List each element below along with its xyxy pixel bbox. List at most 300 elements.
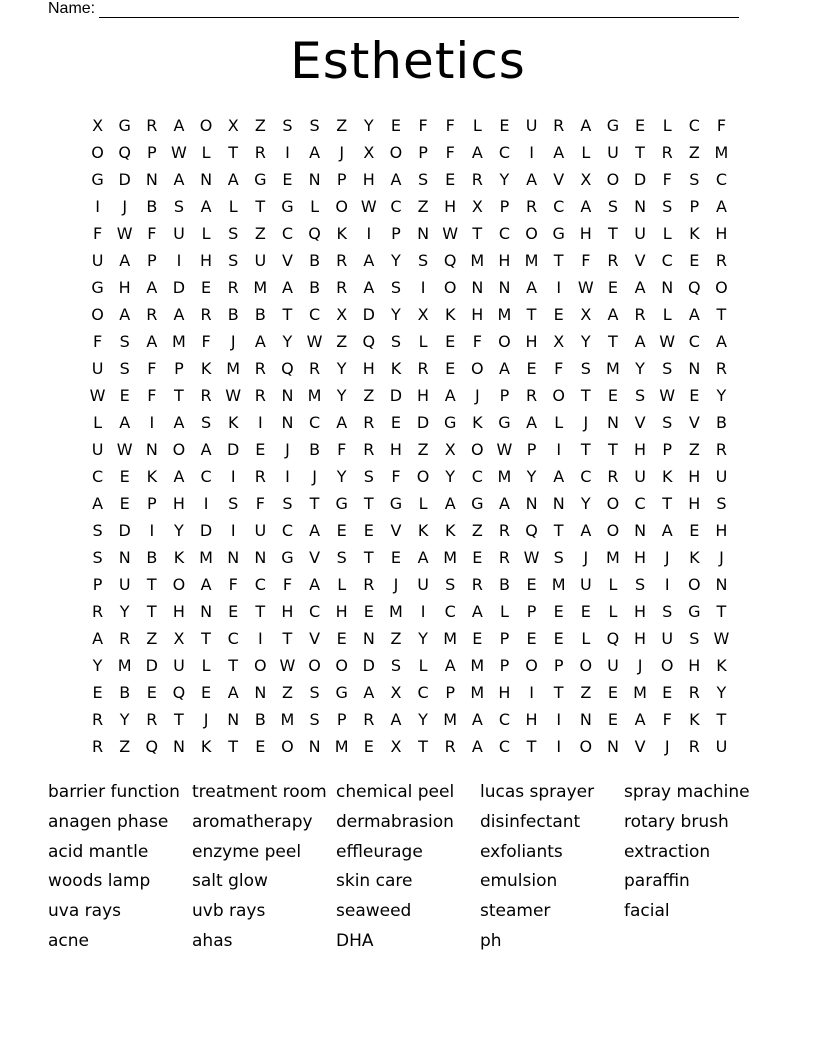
- grid-letter: N: [634, 197, 647, 216]
- grid-letter: E: [119, 494, 130, 513]
- grid-row: [84, 490, 736, 517]
- grid-letter: N: [498, 278, 511, 297]
- grid-letter: H: [498, 683, 511, 702]
- grid-letter: Q: [362, 332, 376, 351]
- grid-letter: N: [661, 278, 674, 297]
- grid-letter: Z: [254, 116, 266, 135]
- grid-letter: S: [200, 413, 212, 432]
- grid-letter: M: [307, 386, 322, 405]
- grid-letter: K: [173, 548, 185, 567]
- grid-letter: U: [91, 359, 104, 378]
- grid-letter: E: [472, 548, 483, 567]
- grid-letter: Y: [119, 602, 130, 621]
- grid-letter: N: [254, 548, 267, 567]
- grid-letter: S: [282, 116, 293, 135]
- grid-letter: C: [308, 413, 321, 432]
- grid-letter: H: [172, 602, 185, 621]
- grid-letter: B: [146, 548, 158, 567]
- grid-letter: X: [336, 305, 348, 324]
- grid-letter: E: [282, 170, 293, 189]
- word-bank-item: anagen phase: [48, 811, 169, 832]
- page-title: Esthetics: [290, 32, 526, 90]
- grid-letter: M: [389, 602, 403, 621]
- grid-letter: H: [172, 494, 185, 513]
- grid-letter: B: [119, 683, 131, 702]
- grid-row: [84, 517, 736, 544]
- grid-letter: O: [335, 656, 348, 675]
- grid-letter: W: [442, 224, 459, 243]
- grid-row: [84, 733, 736, 760]
- grid-letter: R: [363, 440, 375, 459]
- grid-letter: C: [308, 305, 321, 324]
- grid-letter: E: [92, 683, 103, 702]
- word-bank: [48, 778, 768, 957]
- grid-letter: N: [254, 683, 267, 702]
- grid-letter: G: [498, 413, 511, 432]
- grid-letter: S: [282, 494, 293, 513]
- grid-letter: H: [525, 710, 538, 729]
- grid-row: [84, 112, 736, 139]
- word-bank-item: uva rays: [48, 901, 121, 922]
- grid-letter: S: [363, 467, 374, 486]
- grid-letter: T: [472, 224, 483, 243]
- grid-letter: A: [526, 170, 538, 189]
- grid-letter: R: [444, 737, 456, 756]
- grid-letter: V: [634, 251, 646, 270]
- grid-letter: S: [662, 197, 673, 216]
- grid-letter: Y: [526, 467, 537, 486]
- grid-letter: A: [634, 710, 646, 729]
- grid-letter: F: [282, 575, 293, 594]
- grid-letter: F: [337, 440, 347, 459]
- grid-letter: N: [145, 170, 158, 189]
- grid-letter: P: [553, 656, 564, 675]
- grid-letter: D: [362, 656, 375, 675]
- grid-letter: Z: [417, 440, 429, 459]
- grid-letter: C: [580, 467, 592, 486]
- grid-letter: E: [607, 683, 618, 702]
- grid-letter: H: [362, 359, 375, 378]
- grid-letter: T: [608, 440, 618, 459]
- grid-letter: J: [122, 197, 128, 216]
- grid-letter: Y: [418, 710, 428, 729]
- grid-letter: Q: [688, 278, 701, 297]
- grid-letter: L: [337, 575, 347, 594]
- grid-letter: T: [255, 197, 266, 216]
- grid-letter: R: [254, 386, 266, 405]
- grid-letter: S: [228, 251, 239, 270]
- grid-letter: R: [92, 602, 104, 621]
- grid-letter: K: [417, 521, 429, 540]
- grid-letter: I: [95, 197, 100, 216]
- grid-letter: A: [119, 305, 131, 324]
- grid-letter: G: [254, 170, 267, 189]
- grid-letter: B: [715, 413, 727, 432]
- grid-letter: X: [173, 629, 185, 648]
- grid-letter: L: [201, 143, 211, 162]
- grid-letter: A: [471, 710, 483, 729]
- grid-letter: K: [444, 521, 456, 540]
- grid-letter: R: [119, 629, 131, 648]
- grid-letter: K: [227, 413, 239, 432]
- grid-letter: N: [362, 629, 375, 648]
- grid-letter: C: [661, 251, 673, 270]
- grid-letter: E: [689, 521, 700, 540]
- grid-letter: J: [393, 575, 399, 594]
- grid-letter: A: [688, 305, 700, 324]
- grid-letter: A: [119, 251, 131, 270]
- grid-letter: N: [145, 440, 158, 459]
- grid-row: [84, 382, 736, 409]
- grid-row: [84, 409, 736, 436]
- grid-letter: J: [583, 413, 589, 432]
- grid-letter: W: [171, 143, 187, 162]
- grid-letter: E: [526, 629, 537, 648]
- grid-letter: F: [418, 116, 428, 135]
- grid-letter: T: [174, 386, 184, 405]
- grid-letter: X: [390, 737, 402, 756]
- grid-letter: S: [228, 494, 239, 513]
- grid-letter: Q: [281, 359, 294, 378]
- grid-letter: J: [285, 440, 290, 459]
- grid-letter: O: [335, 197, 348, 216]
- grid-letter: P: [92, 575, 103, 594]
- grid-letter: R: [227, 278, 239, 297]
- grid-row: [84, 544, 736, 571]
- word-bank-item: lucas sprayer: [480, 782, 595, 802]
- grid-letter: D: [199, 521, 213, 540]
- grid-letter: R: [498, 548, 510, 567]
- grid-letter: A: [92, 629, 104, 648]
- grid-row: [84, 355, 736, 382]
- grid-letter: G: [471, 494, 484, 513]
- grid-letter: E: [445, 359, 456, 378]
- grid-letter: G: [552, 224, 565, 243]
- grid-letter: A: [92, 494, 104, 513]
- grid-letter: Z: [336, 116, 348, 135]
- grid-letter: A: [281, 278, 293, 297]
- grid-letter: O: [281, 737, 294, 756]
- grid-letter: S: [336, 548, 347, 567]
- grid-letter: R: [200, 386, 212, 405]
- grid-letter: T: [553, 251, 564, 270]
- grid-letter: A: [173, 305, 185, 324]
- grid-letter: N: [281, 413, 294, 432]
- word-bank-item: extraction: [624, 841, 711, 862]
- grid-letter: L: [499, 602, 509, 621]
- grid-letter: M: [117, 656, 132, 675]
- grid-letter: B: [309, 440, 321, 459]
- grid-letter: O: [606, 494, 620, 513]
- grid-letter: D: [416, 413, 430, 432]
- grid-letter: H: [118, 278, 131, 297]
- grid-letter: L: [418, 494, 428, 513]
- grid-letter: P: [391, 224, 401, 243]
- grid-letter: X: [444, 440, 456, 459]
- word-bank-item: treatment room: [192, 782, 327, 802]
- grid-letter: P: [174, 359, 184, 378]
- grid-letter: S: [92, 521, 103, 540]
- name-field: [48, 0, 739, 18]
- grid-letter: A: [390, 710, 402, 729]
- grid-letter: E: [445, 332, 456, 351]
- grid-letter: A: [580, 197, 592, 216]
- grid-letter: H: [362, 170, 375, 189]
- grid-letter: E: [201, 683, 212, 702]
- grid-letter: O: [91, 305, 104, 324]
- grid-row: [84, 301, 736, 328]
- grid-letter: L: [608, 602, 618, 621]
- word-bank-item: ph: [480, 930, 502, 951]
- grid-letter: M: [524, 251, 539, 270]
- grid-letter: H: [498, 251, 511, 270]
- grid-letter: X: [553, 332, 565, 351]
- grid-letter: F: [554, 359, 564, 378]
- grid-letter: A: [661, 521, 673, 540]
- grid-letter: F: [662, 170, 672, 189]
- grid-letter: G: [91, 170, 104, 189]
- grid-letter: M: [199, 548, 213, 567]
- grid-letter: O: [389, 143, 403, 162]
- grid-letter: M: [443, 548, 458, 567]
- grid-letter: D: [227, 440, 240, 459]
- grid-letter: E: [553, 305, 564, 324]
- grid-row: [84, 274, 736, 301]
- grid-letter: C: [390, 197, 402, 216]
- grid-letter: S: [309, 116, 320, 135]
- grid-letter: O: [552, 386, 565, 405]
- word-bank-item: acid mantle: [48, 841, 149, 862]
- grid-letter: C: [634, 494, 646, 513]
- grid-letter: T: [526, 305, 537, 324]
- grid-letter: R: [254, 359, 266, 378]
- grid-letter: Y: [363, 116, 374, 135]
- grid-letter: P: [689, 197, 700, 216]
- grid-letter: A: [309, 521, 321, 540]
- grid-letter: Y: [716, 683, 727, 702]
- grid-letter: H: [634, 602, 647, 621]
- grid-letter: H: [715, 224, 728, 243]
- grid-letter: U: [417, 575, 429, 594]
- grid-letter: O: [606, 521, 620, 540]
- grid-letter: P: [662, 440, 673, 459]
- grid-letter: Y: [336, 359, 347, 378]
- grid-letter: N: [417, 224, 430, 243]
- grid-letter: P: [336, 170, 347, 189]
- grid-letter: S: [417, 170, 429, 189]
- grid-letter: I: [664, 575, 670, 594]
- grid-letter: N: [471, 278, 484, 297]
- grid-letter: D: [389, 386, 403, 405]
- grid-letter: F: [201, 332, 211, 351]
- grid-letter: S: [390, 278, 402, 297]
- grid-letter: H: [634, 548, 647, 567]
- grid-letter: E: [607, 386, 618, 405]
- grid-letter: L: [93, 413, 103, 432]
- grid-letter: Q: [443, 251, 457, 270]
- grid-letter: T: [146, 602, 157, 621]
- grid-letter: R: [309, 359, 321, 378]
- grid-letter: A: [363, 251, 375, 270]
- grid-letter: T: [228, 737, 239, 756]
- grid-letter: N: [172, 737, 185, 756]
- grid-letter: R: [471, 575, 483, 594]
- grid-letter: N: [281, 386, 294, 405]
- grid-letter: T: [282, 305, 293, 324]
- grid-letter: S: [689, 629, 700, 648]
- grid-letter: S: [634, 386, 646, 405]
- grid-letter: K: [472, 413, 483, 432]
- grid-letter: D: [362, 305, 375, 324]
- grid-letter: R: [417, 359, 429, 378]
- word-bank-item: uvb rays: [192, 901, 266, 922]
- grid-letter: A: [173, 467, 185, 486]
- grid-letter: R: [363, 710, 375, 729]
- grid-letter: A: [309, 143, 321, 162]
- grid-letter: O: [443, 278, 457, 297]
- grid-letter: K: [200, 359, 212, 378]
- word-bank-item: acne: [48, 930, 89, 951]
- word-bank-item: steamer: [480, 901, 551, 922]
- grid-letter: R: [146, 305, 158, 324]
- grid-letter: A: [607, 305, 619, 324]
- grid-letter: T: [608, 224, 618, 243]
- grid-letter: E: [201, 278, 212, 297]
- grid-letter: C: [200, 467, 212, 486]
- grid-letter: O: [579, 737, 593, 756]
- grid-letter: L: [662, 116, 672, 135]
- grid-letter: S: [689, 170, 700, 189]
- grid-letter: R: [363, 575, 375, 594]
- grid-letter: N: [200, 170, 213, 189]
- grid-letter: U: [118, 575, 131, 594]
- grid-letter: K: [689, 548, 700, 567]
- grid-letter: Q: [525, 521, 538, 540]
- grid-letter: E: [390, 116, 401, 135]
- grid-letter: W: [523, 548, 540, 567]
- grid-row: [84, 139, 736, 166]
- grid-letter: S: [634, 575, 646, 594]
- grid-letter: R: [146, 116, 158, 135]
- grid-letter: E: [146, 683, 157, 702]
- grid-letter: C: [715, 170, 728, 189]
- grid-letter: S: [417, 251, 429, 270]
- grid-letter: K: [444, 305, 456, 324]
- grid-letter: R: [526, 386, 538, 405]
- grid-letter: A: [715, 197, 727, 216]
- grid-letter: S: [119, 359, 130, 378]
- grid-letter: H: [688, 494, 701, 513]
- grid-letter: A: [173, 170, 185, 189]
- grid-letter: Z: [688, 440, 700, 459]
- grid-letter: Y: [336, 386, 347, 405]
- grid-letter: T: [228, 656, 239, 675]
- grid-letter: E: [363, 602, 374, 621]
- word-bank-item: woods lamp: [48, 871, 151, 892]
- grid-letter: E: [336, 521, 347, 540]
- grid-letter: R: [498, 521, 510, 540]
- grid-letter: O: [525, 656, 538, 675]
- grid-letter: F: [581, 251, 591, 270]
- grid-letter: A: [146, 332, 158, 351]
- grid-letter: U: [254, 251, 267, 270]
- grid-letter: O: [471, 440, 484, 459]
- grid-letter: H: [471, 305, 484, 324]
- grid-letter: S: [716, 494, 727, 513]
- grid-letter: N: [606, 737, 619, 756]
- grid-letter: O: [471, 359, 484, 378]
- grid-letter: B: [146, 197, 158, 216]
- word-bank-item: exfoliants: [480, 841, 563, 862]
- grid-letter: R: [661, 143, 673, 162]
- grid-letter: L: [662, 224, 672, 243]
- grid-letter: T: [580, 440, 591, 459]
- grid-letter: A: [634, 278, 646, 297]
- grid-row: [84, 598, 736, 625]
- grid-letter: U: [634, 224, 646, 243]
- word-bank-item: rotary brush: [624, 811, 729, 832]
- grid-letter: U: [607, 656, 619, 675]
- grid-letter: C: [227, 629, 239, 648]
- grid-letter: E: [363, 521, 374, 540]
- grid-letter: O: [308, 656, 321, 675]
- grid-letter: E: [526, 359, 537, 378]
- grid-letter: T: [716, 710, 727, 729]
- grid-letter: Z: [417, 197, 429, 216]
- grid-letter: G: [389, 494, 403, 513]
- grid-letter: I: [556, 278, 562, 297]
- grid-letter: J: [312, 467, 317, 486]
- grid-letter: A: [173, 413, 185, 432]
- grid-letter: Z: [254, 224, 266, 243]
- grid-letter: H: [579, 224, 592, 243]
- grid-letter: Z: [281, 683, 293, 702]
- grid-letter: D: [172, 278, 186, 297]
- grid-row: [84, 652, 736, 679]
- grid-letter: U: [173, 656, 185, 675]
- grid-letter: R: [607, 251, 619, 270]
- grid-letter: L: [310, 197, 320, 216]
- grid-letter: A: [119, 413, 131, 432]
- grid-letter: E: [553, 629, 564, 648]
- grid-letter: A: [254, 332, 266, 351]
- grid-letter: K: [336, 224, 347, 243]
- grid-letter: A: [200, 440, 212, 459]
- grid-letter: E: [635, 116, 646, 135]
- grid-letter: V: [309, 548, 321, 567]
- grid-letter: H: [389, 440, 402, 459]
- grid-letter: R: [363, 413, 375, 432]
- grid-letter: J: [203, 710, 209, 729]
- grid-letter: E: [472, 629, 483, 648]
- grid-letter: A: [444, 494, 456, 513]
- grid-letter: E: [390, 548, 401, 567]
- grid-letter: W: [306, 332, 323, 351]
- word-bank-item: emulsion: [480, 871, 558, 892]
- grid-letter: H: [200, 251, 213, 270]
- grid-letter: X: [390, 683, 402, 702]
- grid-letter: A: [309, 575, 321, 594]
- grid-letter: L: [662, 305, 672, 324]
- grid-letter: B: [227, 305, 239, 324]
- grid-letter: M: [172, 332, 186, 351]
- grid-letter: Y: [580, 332, 591, 351]
- grid-letter: S: [662, 359, 673, 378]
- grid-letter: O: [660, 656, 674, 675]
- grid-letter: S: [92, 548, 103, 567]
- grid-letter: H: [688, 656, 701, 675]
- grid-letter: A: [227, 170, 239, 189]
